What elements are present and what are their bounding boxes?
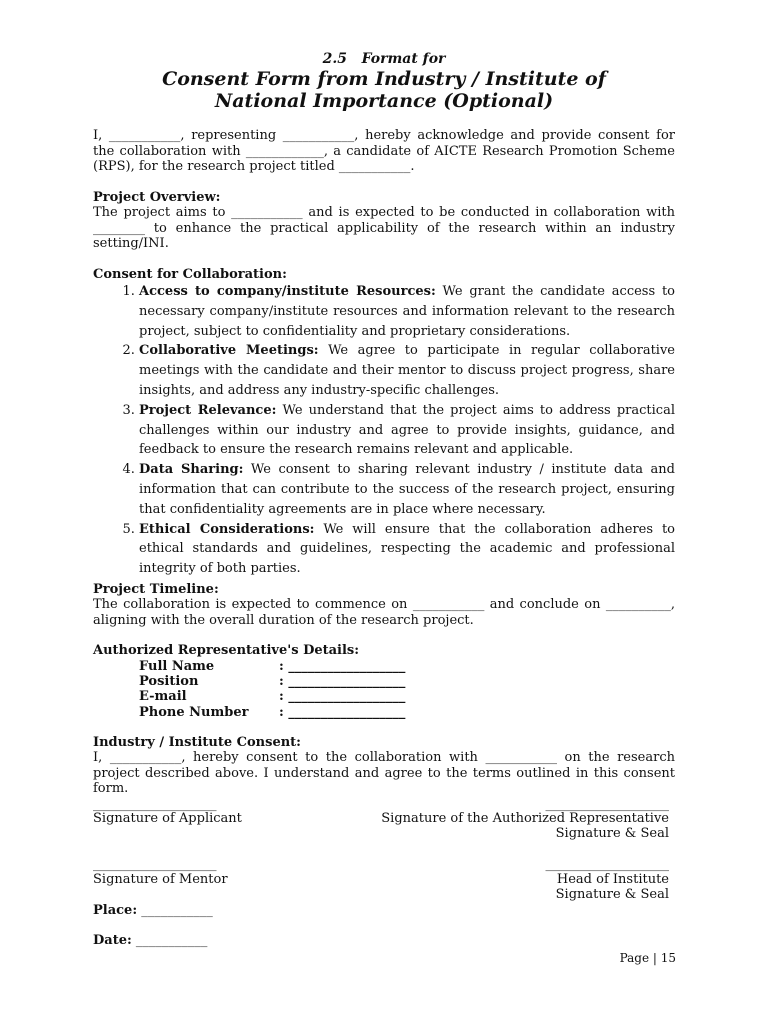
rep-field-label: Position — [139, 674, 199, 690]
place-label: Place: — [93, 903, 138, 918]
head-of-institute-label: Head of Institute — [556, 872, 669, 887]
consent-item-text: We grant the candidate access to necessary company/institute resources and information relevant to the research project, subject to confidentiality and proprietary considerations. — [139, 284, 675, 339]
section-heading — [93, 50, 675, 68]
rep-field-blank: : __________________ — [279, 658, 406, 674]
place-field — [93, 903, 213, 919]
consent-item — [139, 282, 675, 341]
rep-field-row — [139, 705, 675, 720]
rep-details — [139, 659, 675, 720]
section-number: 2.5 — [322, 51, 347, 67]
mentor-signature-label: Signature of Mentor — [93, 872, 228, 887]
intro-paragraph: I, ___________, representing ___________, hereby acknowledge and provide consent for the collaboration with ____________, a candidate of AICTE Research Promotion Scheme (RPS), for the research project titled ___________. — [93, 128, 675, 174]
timeline-heading: Project Timeline: — [93, 581, 219, 597]
consent-item-text: We agree to participate in regular collaborative meetings with the candidate and their mentor to discuss project progress, share insights, and address any industry-specific challenges. — [139, 343, 676, 398]
head-signature-line: ___________________ — [545, 857, 669, 872]
place-blank: ___________ — [137, 903, 213, 918]
rep-field-blank: : __________________ — [279, 704, 406, 720]
format-for-label: Format for — [361, 51, 446, 67]
authorized-signature-label: Signature of the Authorized Representative — [381, 811, 669, 826]
rep-field-label: E-mail — [139, 689, 187, 705]
form-title-line2: National Importance (Optional) — [214, 90, 554, 112]
industry-consent-paragraph: I, ___________, hereby consent to the collaboration with ___________ on the research project described above. I understand and agree to the terms outlined in this consent form. — [93, 750, 675, 797]
timeline-paragraph: The collaboration is expected to commence on ___________ and conclude on __________, aligning with the overall duration of the research project. — [93, 597, 675, 628]
applicant-signature-line: ___________________ — [93, 797, 217, 812]
consent-item-text: We consent to sharing relevant industry / institute data and information that can contribute to the success of the research project, ensuring that confidentiality agreements are in place where necessary. — [139, 462, 675, 517]
rep-field-label: Phone Number — [139, 704, 249, 720]
date-field — [93, 933, 207, 949]
rep-field-row — [139, 659, 675, 674]
consent-item — [139, 401, 675, 460]
consent-item — [139, 460, 675, 519]
authorized-signature-line: ___________________ — [545, 797, 669, 812]
industry-consent-heading: Industry / Institute Consent: — [93, 734, 301, 750]
overview-heading: Project Overview: — [93, 189, 221, 205]
rep-heading: Authorized Representative's Details: — [93, 643, 360, 659]
consent-heading: Consent for Collaboration: — [93, 266, 287, 282]
rep-field-row — [139, 674, 675, 689]
consent-item — [139, 341, 675, 400]
consent-item-title: Access to company/institute Resources: — [139, 284, 436, 299]
form-title-line1: Consent Form from Industry / Institute of — [162, 68, 606, 90]
authorized-seal-label: Signature & Seal — [555, 826, 669, 841]
rep-field-blank: : __________________ — [279, 674, 406, 690]
consent-item-title: Collaborative Meetings: — [139, 343, 319, 359]
mentor-signature-line: ___________________ — [93, 857, 217, 872]
consent-list — [93, 282, 675, 579]
rep-field-blank: : __________________ — [279, 689, 406, 705]
consent-item-title: Project Relevance: — [139, 402, 277, 418]
date-label: Date: — [93, 933, 132, 948]
rep-field-row — [139, 689, 675, 704]
consent-item-text: We understand that the project aims to address practical challenges within our industry and agree to provide insights, guidance, and feedback to ensure the research remains relevant and applicable. — [139, 402, 675, 458]
consent-item-title: Ethical Considerations: — [139, 521, 315, 537]
rep-field-label: Full Name — [139, 658, 215, 674]
overview-paragraph: The project aims to ___________ and is expected to be conducted in collaboration with ________ to enhance the practical applicability of the research within an industry setting/INI. — [93, 205, 675, 251]
head-seal-label: Signature & Seal — [555, 887, 669, 902]
consent-item-text: We will ensure that the collaboration adheres to ethical standards and guidelines, respecting the academic and professional integrity of both parties. — [139, 521, 675, 577]
page-number: Page | 15 — [619, 951, 676, 965]
date-blank: ___________ — [131, 933, 208, 948]
consent-item-title: Data Sharing: — [139, 462, 244, 478]
applicant-signature-label: Signature of Applicant — [93, 811, 242, 826]
consent-item — [139, 520, 675, 579]
document-body — [93, 50, 675, 797]
